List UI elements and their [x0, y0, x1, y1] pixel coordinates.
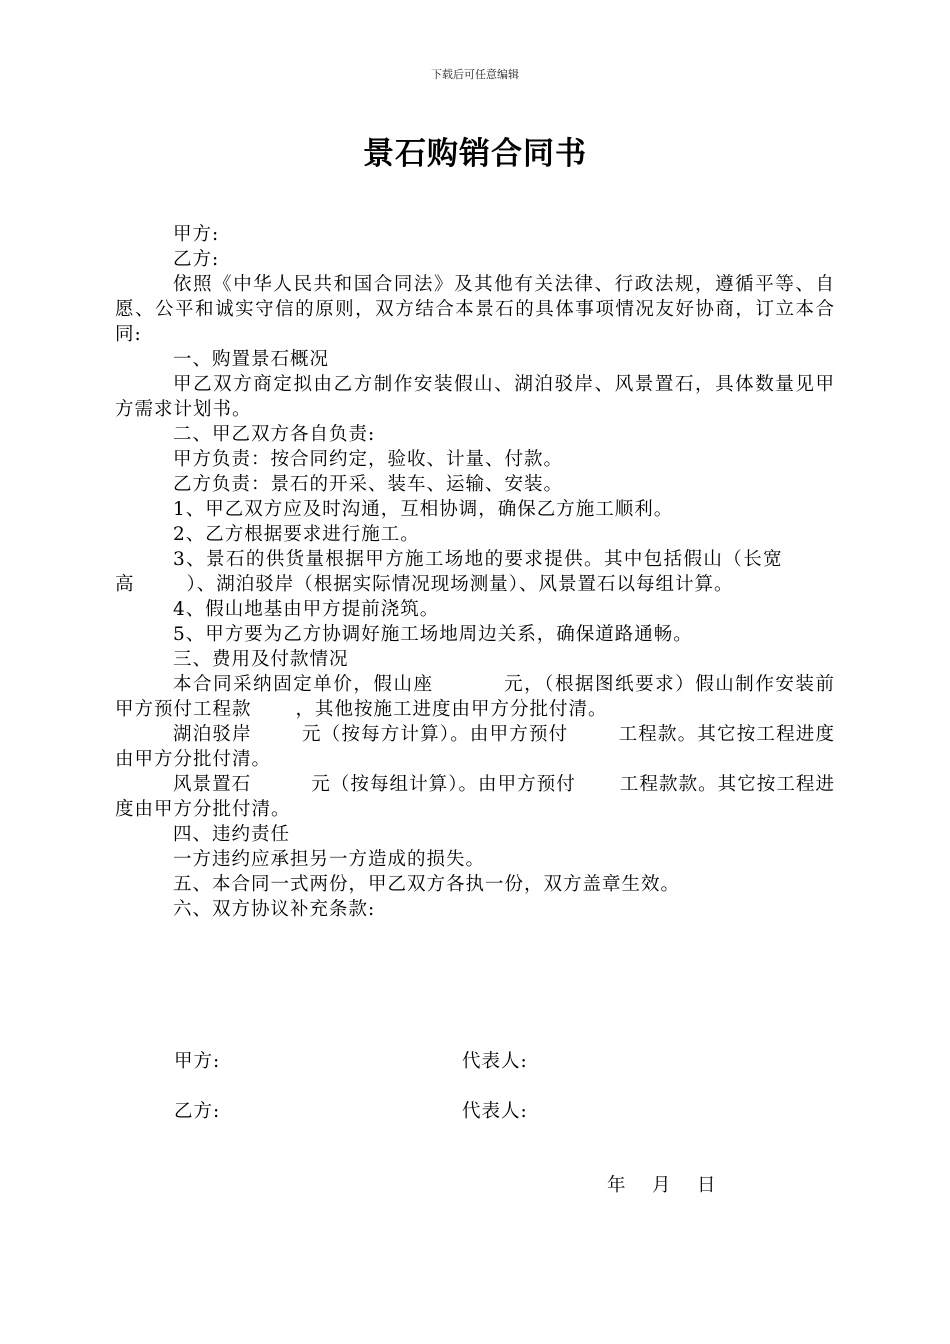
date-year: 年: [607, 1175, 627, 1196]
section-4-heading: 四、违约责任: [173, 824, 291, 845]
signature-party-a: 甲方:: [174, 1051, 221, 1072]
clause-4: 4、假山地基由甲方提前浇筑。: [173, 599, 440, 620]
section-6-heading: 六、双方协议补充条款:: [173, 899, 376, 920]
clause-3-part-3: ）、湖泊驳岸（根据实际情况现场测量）、风景置石以每组计算。: [186, 574, 734, 595]
fee-3-part-1: 风景置石: [173, 774, 252, 795]
date-month: 月: [652, 1175, 672, 1196]
party-a-duties: 甲方负责：按合同约定，验收、计量、付款。: [173, 449, 564, 470]
fee-2-part-2: 元（按每方计算）。由甲方预付: [301, 724, 569, 745]
fee-3-part-3: 工程款款。其它按工程进度由甲方分批付清。: [115, 774, 835, 820]
contract-body: [115, 222, 835, 922]
clause-3-part-1: 3、景石的供货量根据甲方施工场地的要求提供。其中包括假山（长宽: [173, 549, 783, 570]
fee-2-part-1: 湖泊驳岸: [173, 724, 252, 745]
signature-rep-b: 代表人:: [462, 1101, 528, 1122]
fee-paragraph-3: [115, 772, 835, 822]
signature-party-b: 乙方:: [174, 1101, 221, 1122]
fee-3-part-2: 元（按每组计算）。由甲方预付: [311, 774, 576, 795]
clause-5: 5、甲方要为乙方协调好施工场地周边关系，确保道路通畅。: [173, 624, 693, 645]
clause-3: [115, 547, 835, 597]
breach-paragraph: 一方违约应承担另一方造成的损失。: [173, 849, 486, 870]
section-1-heading: 一、购置景石概况: [173, 349, 330, 370]
date-day: 日: [697, 1175, 717, 1196]
section-3-heading: 三、费用及付款情况: [173, 649, 349, 670]
fee-paragraph-1: [115, 672, 835, 722]
section-1-paragraph: 甲乙双方商定拟由乙方制作安装假山、湖泊驳岸、风景置石，具体数量见甲方需求计划书。: [115, 374, 835, 420]
section-5-paragraph: 五、本合同一式两份，甲乙双方各执一份，双方盖章生效。: [173, 874, 681, 895]
clause-3-part-2: 高: [115, 574, 135, 595]
fee-1-part-3: ，其他按施工进度由甲方分批付清。: [295, 699, 608, 720]
header-note: 下载后可任意编辑: [431, 68, 519, 81]
fee-2-part-3: 工程款。其它按工程进度由甲方分批付清。: [115, 724, 835, 770]
clause-2: 2、乙方根据要求进行施工。: [173, 524, 420, 545]
section-2-heading: 二、甲乙双方各自负责:: [173, 424, 376, 445]
document-title: 景石购销合同书: [363, 136, 587, 172]
clause-1: 1、甲乙双方应及时沟通，互相协调，确保乙方施工顺利。: [173, 499, 674, 520]
preamble-paragraph: 依照《中华人民共和国合同法》及其他有关法律、行政法规，遵循平等、自愿、公平和诚实守信的原则，双方结合本景石的具体事项情况友好协商，订立本合同:: [115, 274, 835, 345]
party-b-line: 乙方:: [173, 249, 220, 270]
party-b-duties: 乙方负责：景石的开采、装车、运输、安装。: [173, 474, 564, 495]
fee-1-part-2: 元，（根据图纸要求）假山制作安装前甲方预付工程款: [115, 674, 835, 720]
party-a-line: 甲方:: [173, 224, 220, 245]
fee-paragraph-2: [115, 722, 835, 772]
signature-rep-a: 代表人:: [462, 1051, 528, 1072]
fee-1-part-1: 本合同采纳固定单价，假山座: [173, 674, 434, 695]
